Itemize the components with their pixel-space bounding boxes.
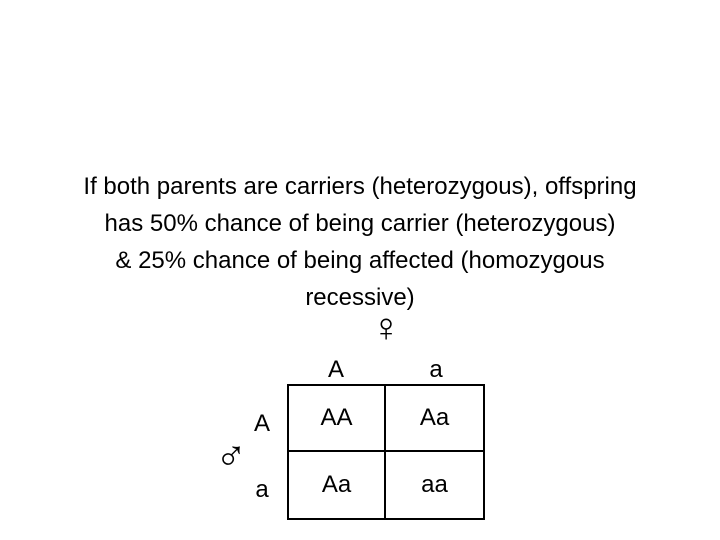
male-allele-header-1: A <box>253 410 270 437</box>
male-symbol-icon: ♂ <box>215 432 247 479</box>
female-allele-header-1: A <box>327 356 344 383</box>
caption-line-3: & 25% chance of being affected (homozygous <box>115 247 605 274</box>
caption-line-4: recessive) <box>305 284 415 311</box>
punnett-cell-aa: aa <box>421 471 448 498</box>
caption-text <box>0 168 720 316</box>
punnett-cell-Aa-top: Aa <box>386 386 483 452</box>
punnett-cell-AA: AA <box>289 386 386 452</box>
female-allele-header-2: a <box>429 356 443 383</box>
female-symbol-icon: ♀ <box>371 306 401 350</box>
caption-line-2: has 50% chance of being carrier (heterozygous) <box>104 210 616 237</box>
male-allele-header-2: a <box>255 476 269 503</box>
punnett-square <box>287 384 485 520</box>
punnett-cell-Aa-bottom: Aa <box>289 452 386 518</box>
caption-line-1: If both parents are carriers (heterozygous), offspring <box>83 173 637 200</box>
